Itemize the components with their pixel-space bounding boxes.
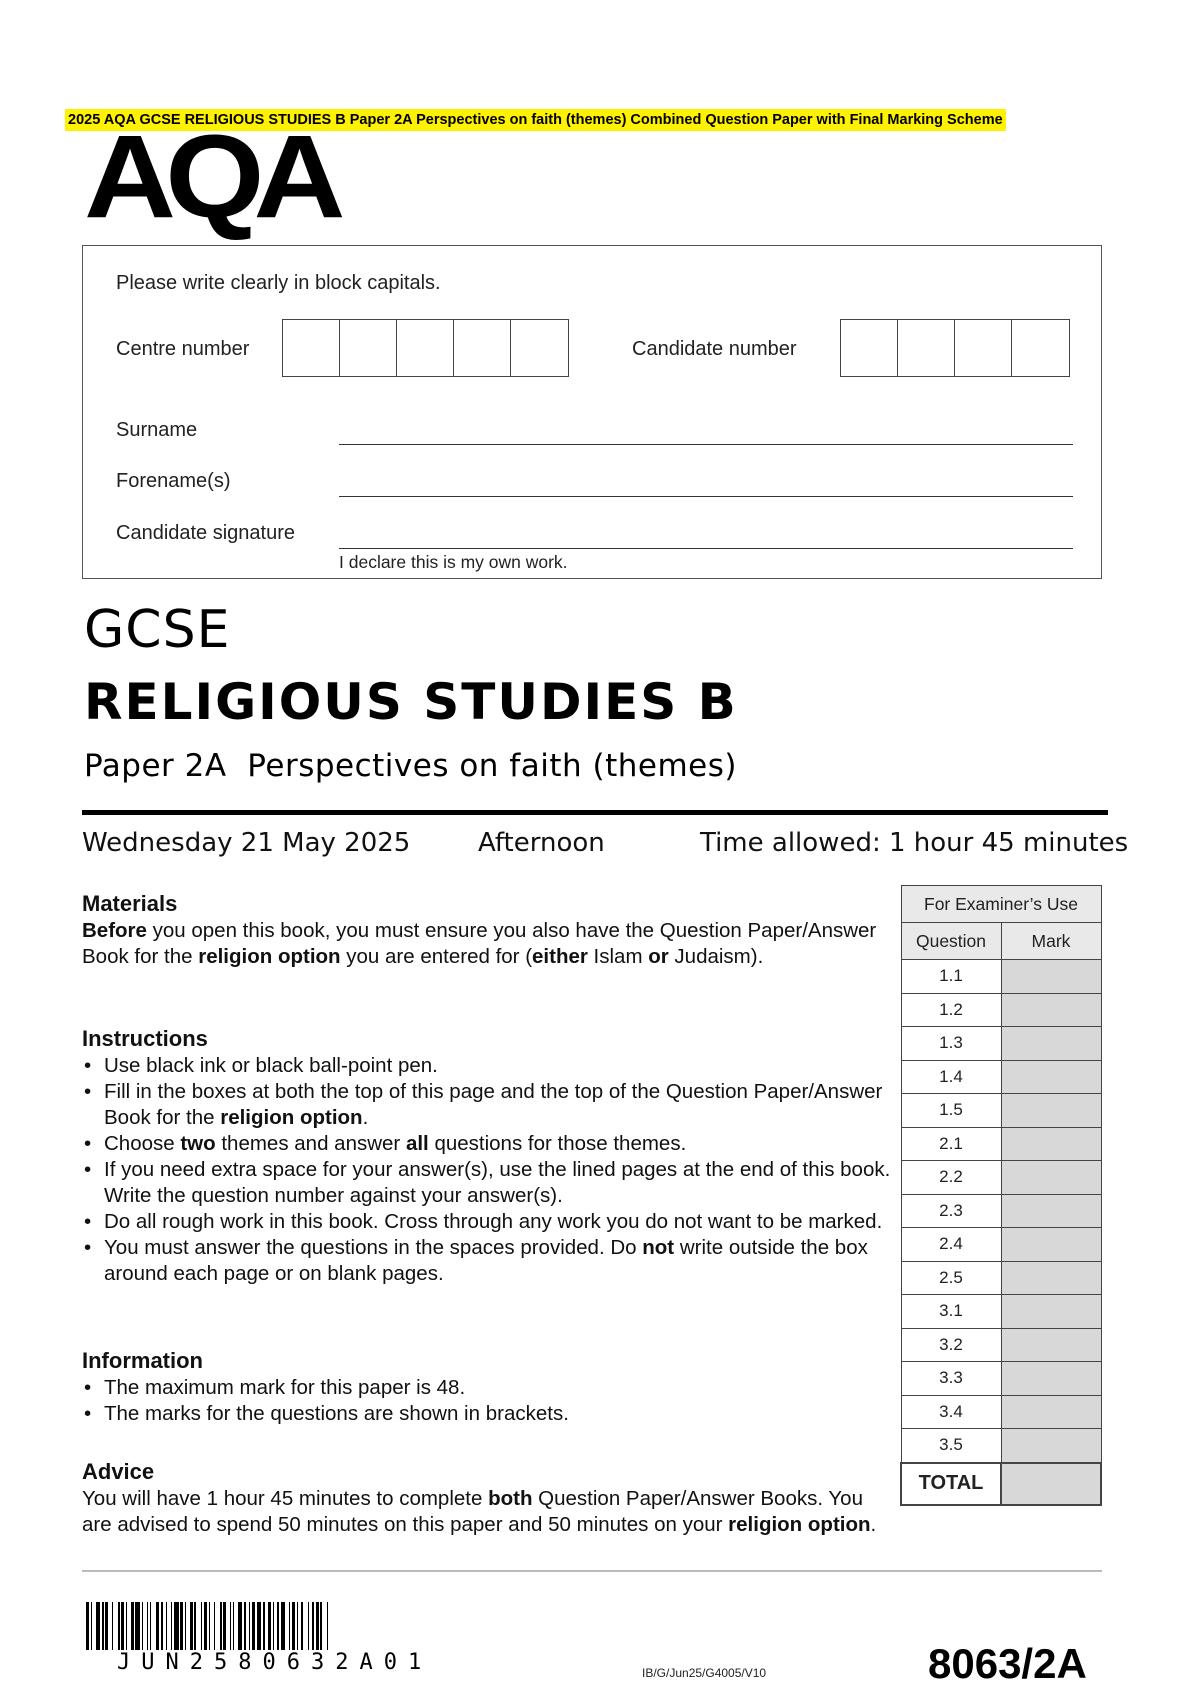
table-row (901, 1395, 1101, 1429)
subject-title: RELIGIOUS STUDIES B (84, 673, 738, 731)
reference-code: IB/G/Jun25/G4005/V10 (642, 1666, 767, 1680)
table-row (901, 960, 1101, 994)
mark-cell[interactable] (1001, 1027, 1101, 1061)
mark-cell[interactable] (1001, 1429, 1101, 1463)
question-number-cell: 3.4 (901, 1395, 1001, 1429)
candidate-digit-box[interactable] (955, 320, 1012, 376)
block-capitals-instruction: Please write clearly in block capitals. (116, 272, 441, 294)
advice-section (82, 1458, 892, 1538)
advice-text: You will have 1 hour 45 minutes to complete both Question Paper/Answer Books. You are advised to spend 50 minutes on this paper and 50 minutes on your religion option. (82, 1487, 877, 1536)
table-row (901, 1060, 1101, 1094)
barcode (86, 1602, 500, 1650)
table-row (901, 1429, 1101, 1463)
exam-session: Afternoon (478, 828, 605, 858)
total-label: TOTAL (901, 1463, 1001, 1505)
exam-date: Wednesday 21 May 2025 (82, 828, 411, 858)
examiners-use-title: For Examiner’s Use (901, 886, 1101, 923)
question-number-cell: 1.3 (901, 1027, 1001, 1061)
question-number-cell: 2.1 (901, 1127, 1001, 1161)
advice-heading: Advice (82, 1459, 155, 1484)
table-row (901, 1295, 1101, 1329)
mark-cell[interactable] (1001, 1295, 1101, 1329)
surname-line[interactable] (339, 444, 1073, 445)
mark-cell[interactable] (1001, 1261, 1101, 1295)
candidate-digit-box[interactable] (898, 320, 955, 376)
list-item: • Choose two themes and answer all questions for those themes. (82, 1131, 892, 1157)
examiners-use-table (900, 885, 1102, 1506)
question-number-cell: 2.2 (901, 1161, 1001, 1195)
mark-cell[interactable] (1001, 960, 1101, 994)
candidate-digit-box[interactable] (841, 320, 898, 376)
declaration-text: I declare this is my own work. (339, 552, 568, 572)
list-item: • Use black ink or black ball-point pen. (82, 1053, 892, 1079)
mark-cell[interactable] (1001, 1060, 1101, 1094)
question-number-cell: 3.1 (901, 1295, 1001, 1329)
table-row (901, 1027, 1101, 1061)
barcode-bar (328, 1602, 331, 1650)
surname-label: Surname (116, 419, 198, 441)
barcode-text: JUN2580632A01 (117, 1650, 433, 1675)
forenames-label: Forename(s) (116, 470, 231, 492)
total-mark-cell[interactable] (1001, 1463, 1101, 1505)
centre-digit-box[interactable] (283, 320, 340, 376)
information-heading: Information (82, 1348, 203, 1373)
aqa-logo: AQA (84, 111, 335, 243)
information-list (82, 1375, 892, 1427)
footer-divider (82, 1570, 1102, 1572)
question-number-cell: 3.5 (901, 1429, 1001, 1463)
centre-number-label: Centre number (116, 338, 250, 360)
mark-cell[interactable] (1001, 1161, 1101, 1195)
list-item: • The marks for the questions are shown in brackets. (82, 1401, 892, 1427)
table-row (901, 1362, 1101, 1396)
mark-cell[interactable] (1001, 993, 1101, 1027)
table-row (901, 1194, 1101, 1228)
table-row (901, 993, 1101, 1027)
mark-cell[interactable] (1001, 1395, 1101, 1429)
materials-heading: Materials (82, 891, 178, 916)
materials-text: Before you open this book, you must ensure you also have the Question Paper/Answer Book for the religion option you are entered for (either Islam or Judaism). (82, 919, 877, 968)
centre-digit-box[interactable] (454, 320, 511, 376)
question-column-header: Question (901, 923, 1001, 960)
list-item: • The maximum mark for this paper is 48. (82, 1375, 892, 1401)
signature-line[interactable] (339, 548, 1073, 549)
question-number-cell: 1.5 (901, 1094, 1001, 1128)
paper-title: Paper 2A Perspectives on faith (themes) (84, 748, 737, 784)
table-row (901, 1228, 1101, 1262)
table-row (901, 1161, 1101, 1195)
mark-cell[interactable] (1001, 1228, 1101, 1262)
signature-label: Candidate signature (116, 522, 296, 544)
list-item: • Fill in the boxes at both the top of this page and the top of the Question Paper/Answer Book for the religion option. (82, 1079, 892, 1131)
question-number-cell: 2.4 (901, 1228, 1001, 1262)
list-item: • Do all rough work in this book. Cross through any work you do not want to be marked. (82, 1209, 892, 1235)
question-number-cell: 3.2 (901, 1328, 1001, 1362)
candidate-number-label: Candidate number (632, 338, 797, 360)
information-section (82, 1347, 892, 1427)
centre-number-boxes[interactable] (282, 319, 569, 377)
candidate-details-box (82, 245, 1102, 579)
question-number-cell: 1.2 (901, 993, 1001, 1027)
document-title-banner: 2025 AQA GCSE RELIGIOUS STUDIES B Paper 2A Perspectives on faith (themes) Combined Question Paper with Final Marking Scheme (65, 109, 1006, 131)
qualification-title: GCSE (84, 600, 231, 660)
question-number-cell: 1.1 (901, 960, 1001, 994)
paper-code: 8063/2A (928, 1640, 1087, 1687)
centre-digit-box[interactable] (511, 320, 568, 376)
centre-digit-box[interactable] (340, 320, 397, 376)
forenames-line[interactable] (339, 496, 1073, 497)
list-item: • If you need extra space for your answer(s), use the lined pages at the end of this book. Write the question number against your answer(s). (82, 1157, 892, 1209)
table-row (901, 1261, 1101, 1295)
list-item: • You must answer the questions in the spaces provided. Do not write outside the box around each page or on blank pages. (82, 1235, 892, 1287)
mark-cell[interactable] (1001, 1127, 1101, 1161)
mark-cell[interactable] (1001, 1094, 1101, 1128)
centre-digit-box[interactable] (397, 320, 454, 376)
question-number-cell: 3.3 (901, 1362, 1001, 1396)
mark-cell[interactable] (1001, 1194, 1101, 1228)
question-number-cell: 2.5 (901, 1261, 1001, 1295)
candidate-digit-box[interactable] (1012, 320, 1069, 376)
instructions-section (82, 1025, 892, 1287)
question-number-cell: 1.4 (901, 1060, 1001, 1094)
mark-column-header: Mark (1001, 923, 1101, 960)
mark-cell[interactable] (1001, 1328, 1101, 1362)
candidate-number-boxes[interactable] (840, 319, 1070, 377)
table-row (901, 1127, 1101, 1161)
question-number-cell: 2.3 (901, 1194, 1001, 1228)
table-row (901, 1328, 1101, 1362)
materials-section (82, 890, 892, 970)
time-allowed: Time allowed: 1 hour 45 minutes (700, 828, 1129, 858)
instructions-heading: Instructions (82, 1026, 208, 1051)
header-divider (82, 810, 1108, 815)
table-row (901, 1094, 1101, 1128)
mark-cell[interactable] (1001, 1362, 1101, 1396)
instructions-list (82, 1053, 892, 1287)
